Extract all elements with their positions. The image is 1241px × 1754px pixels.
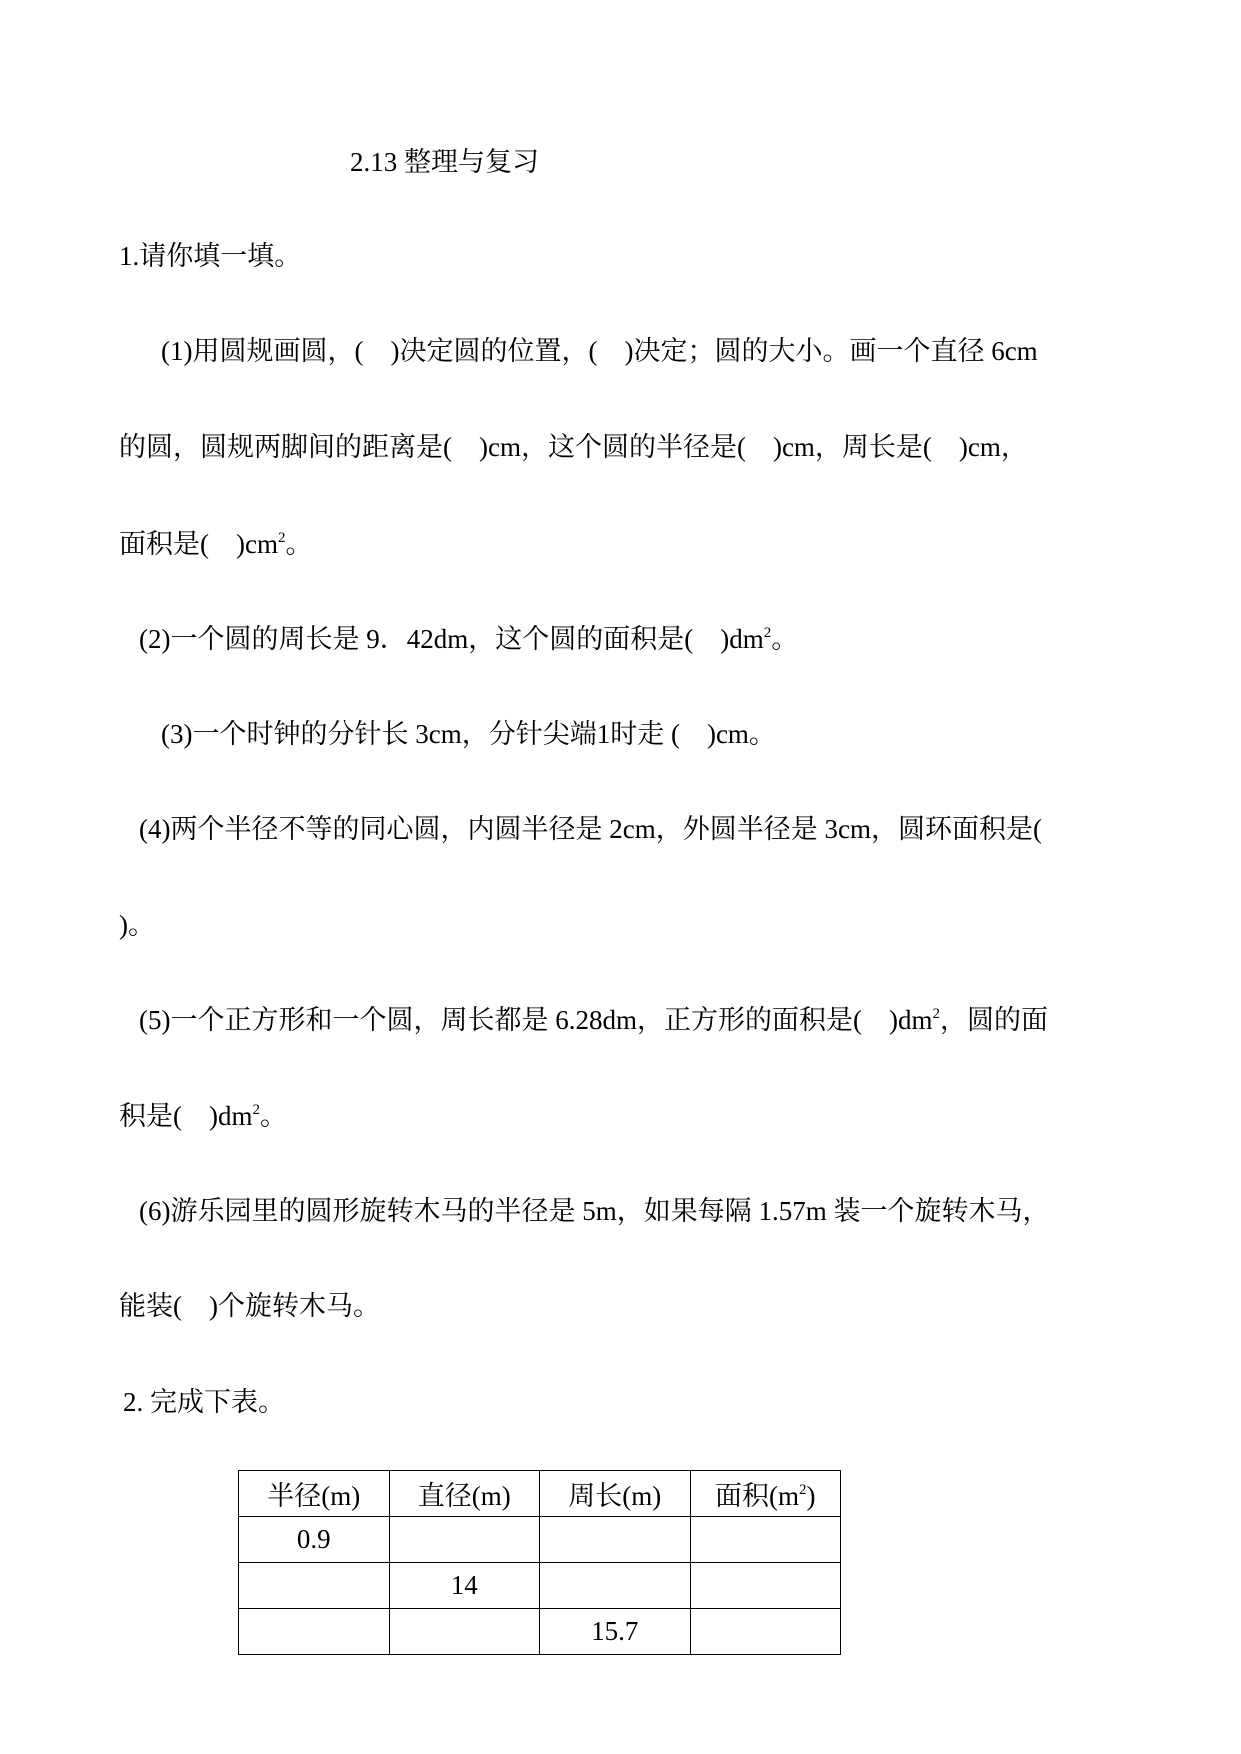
table-cell: 15.7 [540, 1609, 691, 1655]
section-1-heading: 1.请你填一填。 [119, 241, 302, 271]
superscript: 2 [277, 530, 286, 546]
table-cell: 0.9 [239, 1517, 390, 1563]
question-6-line-1: (6)游乐园里的圆形旋转木马的半径是 5m，如果每隔 1.57m 装一个旋转木马， [139, 1196, 1050, 1226]
superscript: 2 [799, 1482, 807, 1498]
superscript: 2 [932, 1006, 940, 1022]
table-cell [389, 1609, 540, 1655]
question-4-line-2: )。 [119, 910, 155, 940]
header-radius: 半径(m) [239, 1471, 390, 1517]
table-row [239, 1517, 841, 1563]
header-area: 面积$(m^2)$ [690, 1471, 841, 1517]
table-cell [239, 1609, 390, 1655]
table-cell: 14 [389, 1563, 540, 1609]
table-row [239, 1563, 841, 1609]
circle-table [238, 1470, 841, 1655]
superscript: 2 [252, 1102, 260, 1118]
question-6-line-2: 能装( )个旋转木马。 [119, 1291, 380, 1321]
question-1-line-1: (1)用圆规画圆，( )决定圆的位置，( )决定；圆的大小。画一个直径 6cm [161, 336, 1038, 366]
table-row [239, 1609, 841, 1655]
table-cell [540, 1517, 691, 1563]
question-1-line-3: 面积是( )$cm^2$。 [119, 529, 313, 559]
table-header-row [239, 1471, 841, 1517]
question-1-line-2: 的圆，圆规两脚间的距离是( )cm，这个圆的半径是( )cm，周长是( )cm， [119, 432, 1028, 462]
table-cell [690, 1517, 841, 1563]
question-4-line-1: (4)两个半径不等的同心圆，内圆半径是 2cm，外圆半径是 3cm，圆环面积是( [139, 814, 1042, 844]
question-2: (2)一个圆的周长是 9．42dm，这个圆的面积是( )$dm^2$。 [139, 624, 799, 654]
question-5-line-1: (5)一个正方形和一个圆，周长都是 6.28dm，正方形的面积是( )$dm^2$，圆的面 [139, 1005, 1048, 1035]
superscript: 2 [763, 625, 772, 641]
table-cell [690, 1609, 841, 1655]
question-5-line-2: 积是( )$dm^2$。 [119, 1101, 287, 1131]
table-cell [690, 1563, 841, 1609]
table-cell [389, 1517, 540, 1563]
header-diameter: 直径(m) [389, 1471, 540, 1517]
question-3: (3)一个时钟的分针长 3cm，分针尖端1时走 ( )cm。 [161, 719, 776, 749]
header-circumference: 周长(m) [540, 1471, 691, 1517]
section-2-heading: 2. 完成下表。 [123, 1387, 285, 1417]
page-title: 2.13 整理与复习 [350, 147, 539, 177]
table-cell [239, 1563, 390, 1609]
table-cell [540, 1563, 691, 1609]
